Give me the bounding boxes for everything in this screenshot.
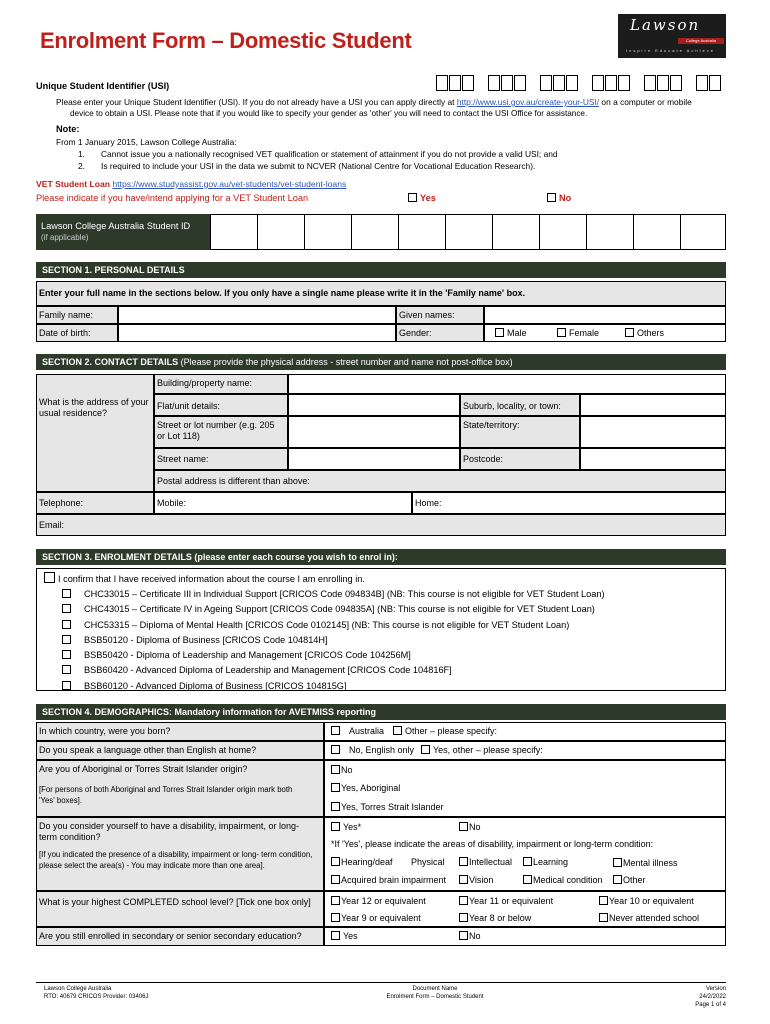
torres-strait-checkbox [331, 802, 340, 811]
section2-bar: SECTION 2. CONTACT DETAILS (Please provide the physical address - street number and name not post-office box) [36, 354, 726, 370]
gender-others[interactable]: Others [625, 328, 664, 339]
intellectual-checkbox [459, 857, 468, 866]
given-names-input[interactable] [484, 306, 726, 324]
mobile-input[interactable] [154, 492, 412, 514]
family-name-label: Family name: [36, 306, 118, 324]
vet-link[interactable]: https://www.studyassist.gov.au/vet-students/vet-student-loans [112, 179, 347, 189]
born-australia[interactable]: Australia [331, 726, 384, 737]
suburb-input[interactable] [580, 394, 726, 416]
never-attended-checkbox [599, 913, 608, 922]
usi-input-boxes[interactable] [436, 75, 726, 91]
other-area-checkbox [613, 875, 622, 884]
gender-label: Gender: [396, 324, 484, 342]
year12-checkbox [331, 896, 340, 905]
street-name-input[interactable] [288, 448, 460, 470]
male-checkbox [495, 328, 504, 337]
vet-prompt: Please indicate if you have/intend applying for a VET Student Loan [36, 193, 309, 203]
school-year11[interactable]: Year 11 or equivalent [459, 896, 553, 907]
area-learning[interactable]: Learning [523, 857, 568, 868]
usi-heading: Unique Student Identifier (USI) [36, 81, 170, 91]
gender-female[interactable]: Female [557, 328, 599, 339]
still-yes[interactable]: Yes [331, 931, 358, 942]
course-item[interactable]: CHC33015 – Certificate III in Individual Support [CRICOS Code 094834B] (NB: This course is not eligible for VET Student Loan) [62, 588, 605, 603]
school-year10[interactable]: Year 10 or equivalent [599, 896, 694, 907]
postcode-label: Postcode: [460, 448, 580, 470]
year8-checkbox [459, 913, 468, 922]
course-item[interactable]: BSB50420 - Diploma of Leadership and Management [CRICOS Code 104256M] [62, 649, 605, 664]
area-intellectual[interactable]: Intellectual [459, 857, 512, 868]
course-list [62, 588, 605, 695]
lang-other-checkbox [421, 745, 430, 754]
email-label: Email: [39, 520, 65, 530]
vet-loan-line: VET Student Loan https://www.studyassist.gov.au/vet-students/vet-student-loans [36, 179, 347, 189]
atsi-no-checkbox [331, 765, 340, 774]
still-enrolled-question: Are you still enrolled in secondary or senior secondary education? [36, 927, 324, 946]
footer-rto: RTO: 40679 CRICOS Provider: 03406J [44, 994, 149, 1000]
footer-org: Lawson College Australia [44, 986, 112, 992]
dob-input[interactable] [118, 324, 396, 342]
course-item[interactable]: CHC53315 – Diploma of Mental Health [CRICOS Code 0102145] (NB: This course is not eligible for VET Student Loan) [62, 619, 605, 634]
still-no-checkbox [459, 931, 468, 940]
area-brain-impairment[interactable]: Acquired brain impairment [331, 875, 446, 886]
still-no[interactable]: No [459, 931, 481, 942]
postal-address-label: Postal address is different than above: [154, 470, 726, 492]
building-input[interactable] [288, 374, 726, 394]
vet-yes-checkbox [408, 193, 417, 202]
note-label: Note: [56, 124, 80, 134]
given-names-label: Given names: [396, 306, 484, 324]
family-name-input[interactable] [118, 306, 396, 324]
student-id-sub: (if applicable) [41, 233, 89, 242]
year11-checkbox [459, 896, 468, 905]
course-checkbox [62, 665, 71, 674]
born-answers [324, 722, 726, 741]
disability-if-yes: *If 'Yes', please indicate the areas of disability, impairment or long-term condition: [331, 839, 654, 849]
note2-text: Is required to include your USI in the data we submit to NCVER (National Centre for Vocational Education Research). [101, 161, 536, 171]
logo-tagline: Inspire Educate Achieve [626, 48, 715, 53]
others-checkbox [625, 328, 634, 337]
atsi-answers [324, 760, 726, 817]
vet-no-option[interactable]: No [547, 192, 571, 204]
course-item[interactable]: CHC43015 – Certificate IV in Ageing Support [CRICOS Code 094835A] (NB: This course is not eligible for VET Student Loan) [62, 603, 605, 618]
atsi-no[interactable]: No [331, 765, 353, 776]
still-yes-checkbox [331, 931, 340, 940]
medical-checkbox [523, 875, 532, 884]
section3-bar: SECTION 3. ENROLMENT DETAILS (please enter each course you wish to enrol in): [36, 549, 726, 565]
born-question: In which country, were you born? [36, 722, 324, 741]
area-vision[interactable]: Vision [459, 875, 493, 886]
mobile-label: Mobile: [157, 498, 187, 508]
college-logo [618, 14, 726, 58]
suburb-label: Suburb, locality, or town: [460, 394, 580, 416]
disability-question-cell [36, 817, 324, 891]
area-physical: Physical [411, 857, 445, 867]
born-other-checkbox [393, 726, 402, 735]
student-id-label-cell [36, 214, 210, 250]
note-intro: From 1 January 2015, Lawson College Australia: [56, 137, 237, 147]
aboriginal-checkbox [331, 783, 340, 792]
home-label: Home: [415, 498, 442, 508]
home-input[interactable] [412, 492, 726, 514]
vet-no-checkbox [547, 193, 556, 202]
course-item[interactable]: BSB60420 - Advanced Diploma of Leadership and Management [CRICOS Code 104816F] [62, 664, 605, 679]
gender-options [484, 324, 726, 342]
logo-band: College Australia [678, 38, 724, 44]
street-name-label: Street name: [154, 448, 288, 470]
lang-english-only[interactable]: No, English only [331, 745, 414, 756]
confirm-option[interactable]: I confirm that I have received information about the course I am enrolling in. [44, 572, 365, 585]
disability-no-checkbox [459, 822, 468, 831]
telephone-label: Telephone: [36, 492, 154, 514]
course-checkbox [62, 604, 71, 613]
postcode-input[interactable] [580, 448, 726, 470]
still-enrolled-answers [324, 927, 726, 946]
section4-bar: SECTION 4. DEMOGRAPHICS: Mandatory information for AVETMISS reporting [36, 704, 726, 720]
year9-checkbox [331, 913, 340, 922]
school-answers [324, 891, 726, 927]
flat-label: Flat/unit details: [154, 394, 288, 416]
mental-illness-checkbox [613, 858, 622, 867]
usi-link[interactable]: http://www.usi.gov.au/create-your-USI/ [456, 97, 600, 107]
disability-yes-checkbox [331, 822, 340, 831]
language-question: Do you speak a language other than English at home? [36, 741, 324, 760]
born-other[interactable]: Other – please specify: [393, 726, 497, 737]
area-other[interactable]: Other [613, 875, 646, 886]
school-year12[interactable]: Year 12 or equivalent [331, 896, 426, 907]
note1-text: Cannot issue you a nationally recognised VET qualification or statement of attainment if you do not provide a valid USI; and [101, 149, 558, 159]
dob-label: Date of birth: [36, 324, 118, 342]
area-medical[interactable]: Medical condition [523, 875, 603, 886]
building-label: Building/property name: [154, 374, 288, 394]
footer-version: 24/2/2022 [699, 994, 726, 1000]
student-id-label: Lawson College Australia Student ID [41, 221, 191, 231]
atsi-torres-strait[interactable]: Yes, Torres Strait Islander [331, 802, 444, 813]
course-checkbox [62, 620, 71, 629]
residence-question: What is the address of your usual residence? [36, 374, 154, 492]
course-checkbox [62, 681, 71, 690]
email-field[interactable] [36, 514, 726, 536]
flat-input[interactable] [288, 394, 460, 416]
footer-doc-name: Enrolment Form – Domestic Student [386, 994, 484, 1000]
usi-line1: Please enter your Unique Student Identifier (USI). If you do not already have a USI you can apply directly at http://www.usi.gov.au/create-your-USI/ on a computer or mobile [56, 97, 692, 107]
atsi-question-cell [36, 760, 324, 817]
atsi-aboriginal[interactable]: Yes, Aboriginal [331, 783, 400, 794]
disability-question: Do you consider yourself to have a disability, impairment, or long-term condition? [39, 821, 299, 842]
school-never[interactable]: Never attended school [599, 913, 699, 924]
vet-yes-option[interactable]: Yes [408, 192, 436, 204]
disability-yes[interactable]: Yes* [331, 822, 361, 833]
state-label: State/territory: [460, 416, 580, 448]
course-checkbox [62, 650, 71, 659]
school-question: What is your highest COMPLETED school level? [Tick one box only] [36, 891, 324, 927]
lang-other[interactable]: Yes, other – please specify: [421, 745, 543, 756]
page-title: Enrolment Form – Domestic Student [40, 28, 412, 53]
course-checkbox [62, 635, 71, 644]
brain-impairment-checkbox [331, 875, 340, 884]
note2-num: 2. [78, 161, 85, 171]
course-checkbox [62, 589, 71, 598]
logo-script: Lawson [630, 16, 701, 34]
course-item[interactable]: BSB60120 - Advanced Diploma of Business [CRICOS 104815G] [62, 680, 605, 695]
street-number-label: Street or lot number (e.g. 205 or Lot 118) [154, 416, 288, 448]
english-only-checkbox [331, 745, 340, 754]
year10-checkbox [599, 896, 608, 905]
atsi-question: Are you of Aboriginal or Torres Strait Islander origin? [39, 764, 248, 774]
street-number-input[interactable] [288, 416, 460, 448]
student-id-boxes[interactable] [210, 214, 726, 250]
confirm-checkbox [44, 572, 55, 583]
section1-bar: SECTION 1. PERSONAL DETAILS [36, 262, 726, 278]
usi-line2: device to obtain a USI. Please note that if you would like to specify your gender as 'other' you will need to contact the USI Office for assistance. [70, 109, 588, 118]
footer-divider [36, 982, 726, 983]
atsi-note: [For persons of both Aboriginal and Torres Strait Islander origin mark both 'Yes' boxes]. [39, 785, 293, 805]
footer-version-label: Version [705, 986, 726, 992]
learning-checkbox [523, 857, 532, 866]
state-input[interactable] [580, 416, 726, 448]
female-checkbox [557, 328, 566, 337]
disability-no[interactable]: No [459, 822, 481, 833]
disability-note: [If you indicated the presence of a disability, impairment or long- term condition, please select the area(s) - You may indicate more than one area]. [39, 850, 313, 870]
language-answers [324, 741, 726, 760]
course-item[interactable]: BSB50120 - Diploma of Business [CRICOS Code 104814H] [62, 634, 605, 649]
note1-num: 1. [78, 149, 85, 159]
school-year9[interactable]: Year 9 or equivalent [331, 913, 421, 924]
section1-instruction: Enter your full name in the sections below. If you only have a single name please write it in the 'Family name' box. [36, 281, 726, 306]
school-year8[interactable]: Year 8 or below [459, 913, 531, 924]
vision-checkbox [459, 875, 468, 884]
disability-answers [324, 817, 726, 891]
area-hearing[interactable]: Hearing/deaf [331, 857, 393, 868]
gender-male[interactable]: Male [495, 328, 527, 339]
area-mental-illness[interactable]: Mental illness [613, 858, 678, 869]
australia-checkbox [331, 726, 340, 735]
footer-page: Page 1 of 4 [695, 1002, 726, 1008]
footer-doc-label: Document Name [412, 986, 458, 992]
hearing-checkbox [331, 857, 340, 866]
